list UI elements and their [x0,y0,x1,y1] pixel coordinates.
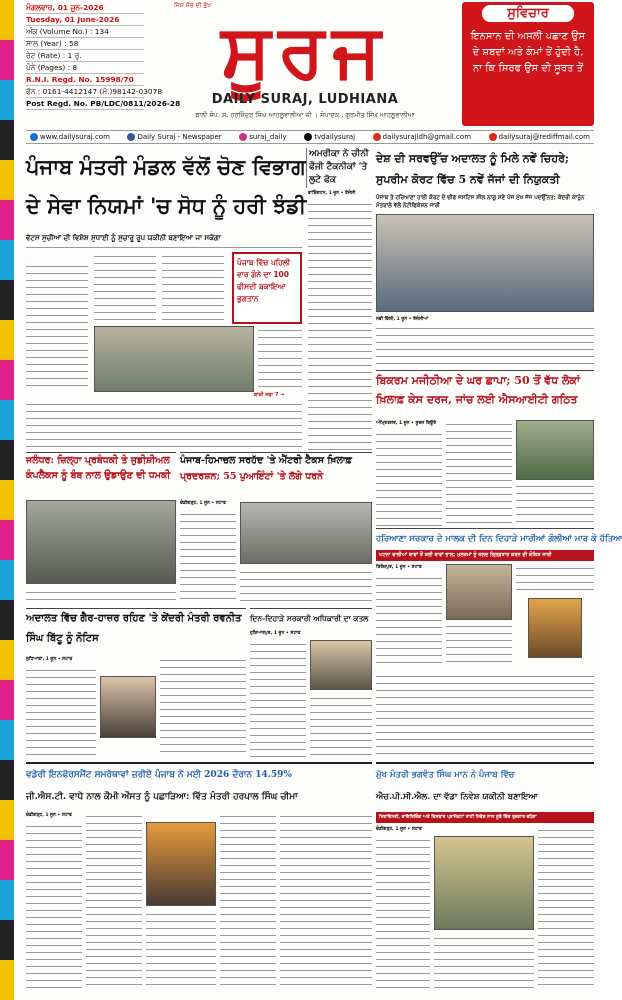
year-number: ਸਾਲ (Year) : 58 [26,38,144,50]
haryana-photo-1 [446,564,512,620]
haryana-subheadline: ਘਟਨਾ ਵਾਲੀਆਂ ਥਾਵਾਂ ਤੋਂ ਕਈ ਥਾਵਾਂ ਭਾਲ; ਮੁਲਜ਼ਮਾਂ ਨੂੰ ਜਲਦ ਗ੍ਰਿਫ਼ਤਾਰ ਕਰਨ ਦੀ ਕੋਸ਼ਿਸ਼ ਜਾਰੀ [376,550,594,561]
gmail-link[interactable]: dailysurajldh@gmail.com [373,133,471,141]
border-byline: ਚੰਡੀਗੜ੍ਹ, 1 ਜੂਨ • ਸਟਾਫ [180,501,226,506]
majithia-column-2 [446,420,512,526]
officer-column-1 [250,640,306,758]
bittu-headline: ਅਦਾਲਤ ਵਿੱਚ ਗੈਰ-ਹਾਜ਼ਰ ਰਹਿਣ 'ਤੇ ਕੇਂਦਰੀ ਮੰਤਰੀ ਰਵਨੀਤ ਸਿੰਘ ਬਿੱਟੂ ਨੂੰ ਨੋਟਿਸ [26,608,246,654]
judges-photo [376,214,594,312]
postal-registration: Post Regd. No. PB/LDC/0811/2026-28 [26,99,181,108]
hpcl-photo [434,836,534,930]
majithia-photo [516,420,594,480]
officer-headline: ਦਿਨ-ਦਿਹਾੜੇ ਸਰਕਾਰੀ ਅਧਿਕਾਰੀ ਦਾ ਕਤਲ [250,608,372,630]
lead-column-2 [94,252,156,322]
bittu-byline: ਲੁਧਿਆਣਾ, 1 ਜੂਨ • ਸਟਾਫ [26,657,73,662]
lead-headline: ਪੰਜਾਬ ਮੰਤਰੀ ਮੰਡਲ ਵੱਲੋਂ ਚੋਣ ਵਿਭਾਗ ਦੇ ਸੇਵਾ ਨਿਯਮਾਂ 'ਚ ਸੋਧ ਨੂੰ ਹਰੀ ਝੰਡੀ [26,154,307,218]
date-english: Tuesday, 01 June-2026 [26,14,144,26]
mail-icon [489,133,497,141]
lead-photo [94,326,254,392]
rni-number: R.N.I. Regd. No. 15998/70 [26,74,144,86]
facebook-icon [127,133,135,141]
border-headline: ਪੰਜਾਬ-ਹਿਮਾਚਲ ਸਰਹੱਦ 'ਤੇ ਐਂਟਰੀ ਟੈਕਸ ਖ਼ਿਲਾਫ਼ ਪ੍ਰਦਰਸ਼ਨ; 55 ਪੁਆਇੰਟਾਂ 'ਤੇ ਲੱਗੇ ਧਰਨੇ [180,452,372,500]
jalandhar-headline: ਜਲੰਧਰ: ਜ਼ਿਲ੍ਹਾ ਪ੍ਰਬੰਧਕੀ ਤੇ ਜੁਡੀਸ਼ੀਅਲ ਕੰਪਲੈਕਸ ਨੂੰ ਬੰਬ ਨਾਲ ਉਡਾਉਣ ਦੀ ਧਮਕੀ [26,452,176,498]
gst-headline: ਵਡੇਰੀ ਇਨਫੋਰਸਮੈਂਟ ਸਮਰੱਥਾਵਾਂ ਜ਼ਰੀਏ ਪੰਜਾਬ ਨੇ ਮਈ 2026 ਦੌਰਾਨ 14.59% ਜੀ.ਐਸ.ਟੀ. ਵਾਧੇ ਨਾਲ ਕੌਮੀ ਔਸਤ ਨੂੰ ਪਛਾੜਿਆ: ਵਿੱਤ ਮੰਤਰੀ ਹਰਪਾਲ ਸਿੰਘ ਚੀਮਾ [26,762,372,810]
phone-number: ਫੋਨ : 0161-4412147 (ਮੋ.)98142-03078 [26,87,163,96]
edition-info [26,2,181,134]
volume-number: ਅੰਕ (Volume No.) : 134 [26,26,144,38]
logo-tagline: ਜਿਸ ਸੱਚ ਦੀ ਭੁੱਖ [174,2,211,9]
gmail-icon [373,133,381,141]
officer-column-2 [310,694,372,758]
x-icon [304,133,312,141]
thought-heading: ਸੁਵਿਚਾਰ [482,5,574,22]
lead-subheadline: ਵੱਟਸ ਸੁਚੀਆਂ ਦੀ ਵਿਸ਼ੇਸ਼ ਸੁਧਾਈ ਨੂੰ ਸੁਚਾਰੂ ਰੂਪ ਯਕੀਨੀ ਬਣਾਇਆ ਜਾ ਸਕੇਗਾ [26,234,302,248]
lead-continued: ਬਾਕੀ ਸਫਾ 7 ➜ [254,392,285,398]
gst-column-5 [280,812,372,990]
masthead-logo [150,2,460,130]
rediff-link[interactable]: dailysuraj@rediffmail.com [489,133,590,141]
haryana-byline: ਫਿਰੋਜ਼ਪੁਰ, 1 ਜੂਨ • ਸਟਾਫ [376,565,422,570]
facebook-link[interactable]: Daily Suraj - Newspaper [127,133,221,141]
court-headline: ਦੇਸ਼ ਦੀ ਸਰਵਉੱਚ ਅਦਾਲਤ ਨੂੰ ਮਿਲੇ ਨਵੇਂ ਚਿਹਰੇ; ਸੁਪਰੀਮ ਕੋਰਟ ਵਿੱਚ 5 ਨਵੇਂ ਜੱਜਾਂ ਦੀ ਨਿਯੁਕਤੀ [376,152,569,186]
haryana-photo-2 [528,598,582,658]
china-story: ਅਮਰੀਕਾ ਨੇ ਚੀਨੀ ਫੌਜੀ ਟੈਕਨੀਕਾਂ 'ਤੇ ਲੁਟੇ ਫੋਕ [306,148,372,188]
officer-byline: ਹੁਸ਼ਿਆਰਪੁਰ, 1 ਜੂਨ • ਸਟਾਫ [250,631,301,636]
instagram-link[interactable]: suraj_daily [239,133,286,141]
thought-text: ਇਨਸਾਨ ਦੀ ਅਸਲੀ ਪਛਾਣ ਉਸ ਦੇ ਸ਼ਬਦਾਂ ਅਤੇ ਕੰਮਾਂ ਤੋਂ ਹੁੰਦੀ ਹੈ, ਨਾ ਕਿ ਸਿਰਫ ਉਸ ਦੀ ਸੂਰਤ ਤੋਂ [470,31,586,74]
haryana-column-2 [446,622,512,668]
thought-of-the-day [462,2,594,126]
jalandhar-story-text [26,588,176,604]
gst-column-1 [26,822,82,990]
hpcl-column-1 [376,836,430,990]
protest-photo [240,502,372,564]
lead-column-4 [258,326,302,392]
hpcl-column-3 [538,826,594,990]
haryana-column-3 [516,564,594,596]
globe-icon [30,133,38,141]
hpcl-column-2 [434,934,534,990]
gst-column-3 [146,910,216,990]
newspaper-name-english: DAILY SURAJ, LUDHIANA [211,92,399,107]
logo-wordmark: ਸੂਰਜ [221,8,389,94]
border-column-1 [180,510,236,604]
lead-column-1 [26,262,88,390]
hpcl-headline: ਮੁੱਖ ਮੰਤਰੀ ਭਗਵੰਤ ਸਿੰਘ ਮਾਨ ਨੇ ਪੰਜਾਬ ਵਿੱਚ ਐਚ.ਪੀ.ਸੀ.ਐਲ. ਦਾ ਵੱਡਾ ਨਿਵੇਸ਼ ਯਕੀਨੀ ਬਣਾਇਆ [376,762,594,810]
gst-column-4 [220,812,276,990]
page-count: ਪੰਨੇ (Pages) : 8 [26,62,144,74]
print-color-bar [0,0,14,1000]
bittu-column-2 [160,656,246,758]
right-lower-story-text [376,672,594,758]
majithia-headline: ਬਿਕਰਮ ਮਜੀਠੀਆ ਦੇ ਘਰ ਛਾਪਾ; 50 ਤੋਂ ਵੱਧ ਲੋਕਾਂ ਖ਼ਿਲਾਫ਼ ਕੇਸ ਦਰਜ, ਜਾਂਚ ਲਈ ਐਸਆਈਟੀ ਗਠਿਤ [376,370,594,416]
hpcl-byline: ਚੰਡੀਗੜ੍ਹ, 1 ਜੂਨ • ਸਟਾਫ [376,827,422,832]
border-column-2 [240,568,372,604]
date-punjabi: ਮੰਗਲਵਾਰ, 01 ਜੂਨ-2026 [26,2,144,14]
court-byline: ਨਵੀਂ ਦਿੱਲੀ, 1 ਜੂਨ • ਏਜੰਸੀਆਂ [376,317,429,322]
website-link[interactable]: www.dailysuraj.com [30,133,110,141]
majithia-byline: ਅੰਮ੍ਰਿਤਸਰ, 1 ਜੂਨ • ਸੂਰਜ ਬਿਊਰੋ [376,421,437,426]
instagram-icon [239,133,247,141]
majithia-column-3 [516,482,594,526]
editor-line: ਬਾਨੀ ਸੰਪ. ਸ. ਹਰਜਿੰਦਰ ਸਿੰਘ ਆਹਲੂਵਾਲੀਆ ਜੀ । ਸੰਪਾਦਕ : ਗੁਰਮੀਤ ਸਿੰਘ ਆਹਲੂਵਾਲੀਆ [195,111,415,119]
court-story-text [376,324,594,368]
social-links-bar [26,130,594,144]
china-byline: ਵਾਸ਼ਿੰਗਟਨ, 1 ਜੂਨ • ਏਜੰਸੀ [308,191,356,196]
court-subheadline: ਪੰਜਾਬ ਤੇ ਹਰਿਆਣਾ ਹਾਈ ਕੋਰਟ ਦੇ ਚੀਫ ਜਸਟਿਸ ਸ਼ੀਲ ਨਾਗੂ ਸਣੇ ਪੰਜ ਮੁੱਖ ਜੱਜ ਪਦਉੱਨਤ; ਕੇਂਦਰੀ ਕਾਨੂੰਨ ਮੰਤਰਾਲੇ ਵੱਲੋਂ ਨੋਟੀਫਿਕੇਸ਼ਨ ਜਾਰੀ [376,195,585,209]
lead-byline [26,252,86,262]
officer-photo [310,640,372,690]
jalandhar-photo [26,500,176,584]
bittu-photo [100,676,156,738]
china-story-text [308,200,372,450]
hpcl-subheadline: ਰਿਫਾਇਨਰੀ, ਵਾਇਰਿਜ਼ਿੰਗ ਅਤੇ ਵਿਸਥਾਰ ਪ੍ਰਾਜੈਕਟਾਂ ਰਾਹੀਂ ਨਿਵੇਸ਼ ਨਾਲ ਸੂਬੇ ਵਿੱਚ ਰੁਜ਼ਗਾਰ ਵਧੇਗਾ [376,812,594,823]
bittu-column-1 [26,666,96,758]
price: ਰੇਟ (Rate) : 1 ਰੁ. [26,50,144,62]
gst-byline: ਚੰਡੀਗੜ੍ਹ, 1 ਜੂਨ • ਸਟਾਫ [26,813,72,818]
cheema-photo [146,822,216,906]
twitter-link[interactable]: tvdailysuraj [304,133,355,141]
lead-continuation-text [26,400,302,448]
lead-column-3 [162,252,224,322]
cane-payment-box: ਪੰਜਾਬ ਵਿੱਚ ਪਹਿਲੀ ਵਾਰ ਗੰਨੇ ਦਾ 100 ਫੀਸਦੀ ਬਕਾਇਆ ਭੁਗਤਾਨ [232,252,302,324]
haryana-headline: ਹਰਿਆਣਾ ਸਰਕਾਰ ਦੇ ਮਾਲਕ ਦੀ ਦਿਨ ਦਿਹਾੜੇ ਮਾਰੀਆਂ ਗੋਲੀਆਂ ਮਾਰ ਕੇ ਹੱਤਿਆ [376,528,594,550]
haryana-column-1 [376,574,442,668]
majithia-column-1 [376,430,442,526]
gst-column-2 [86,812,142,990]
